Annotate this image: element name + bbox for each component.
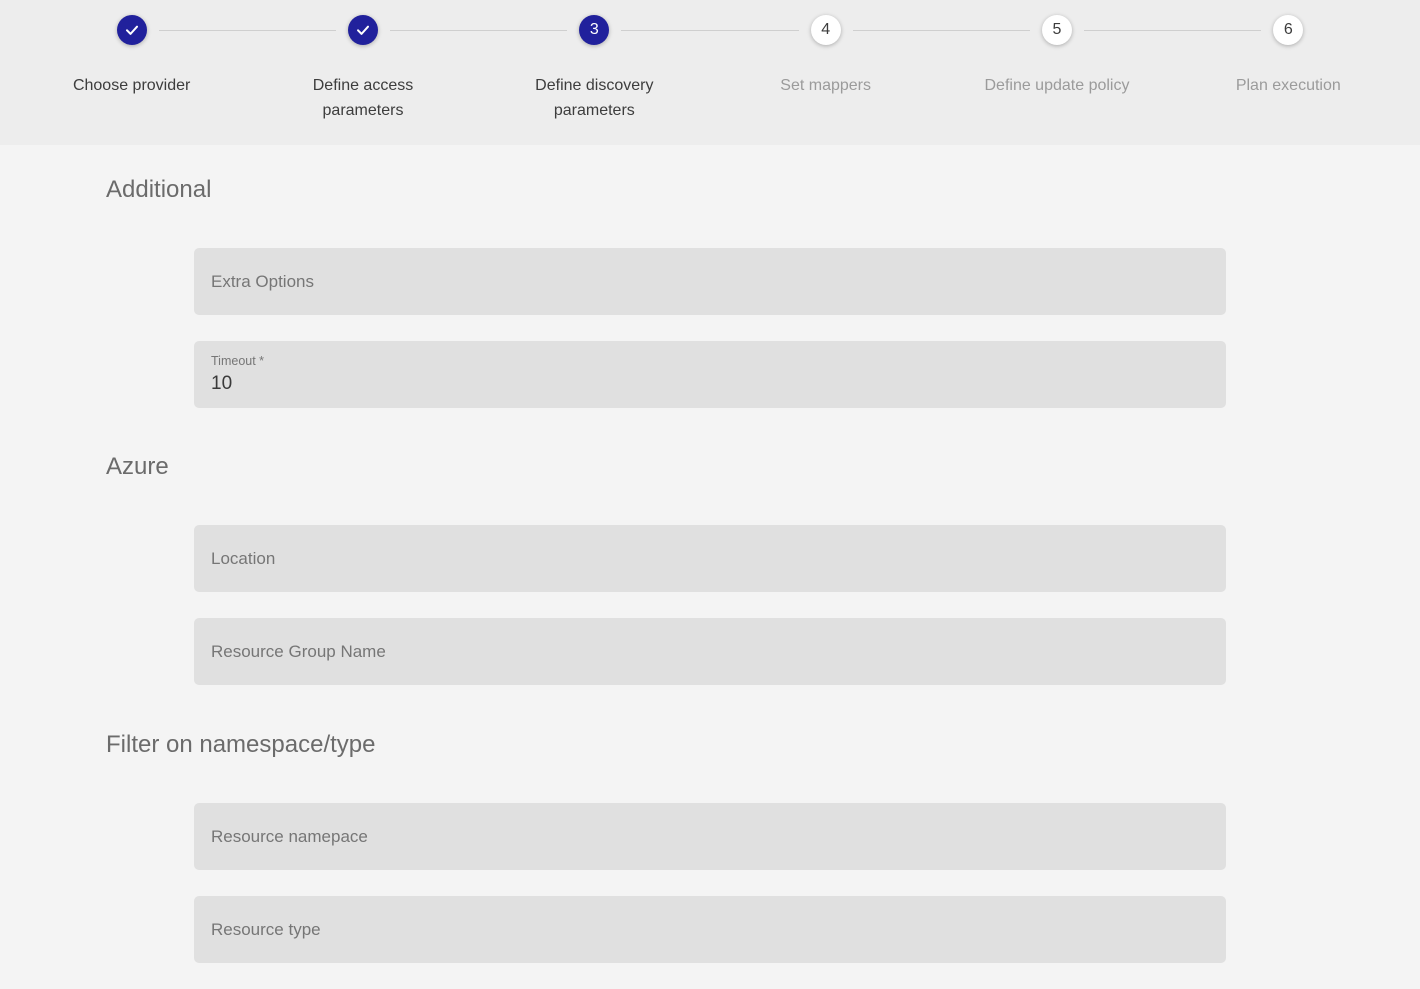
step-plan-execution[interactable]	[1173, 0, 1404, 98]
resource-namespace-input[interactable]	[194, 803, 1226, 870]
check-icon	[355, 22, 371, 38]
timeout-input[interactable]	[194, 341, 1226, 408]
resource-namespace-placeholder: Resource namepace	[211, 826, 368, 846]
step-6-circle: 6	[1273, 15, 1303, 45]
step-1-circle	[117, 15, 147, 45]
section-heading-filter: Filter on namespace/type	[106, 731, 376, 758]
step-4-label: Set mappers	[780, 77, 871, 94]
timeout-value: 10	[211, 373, 233, 394]
location-input[interactable]	[194, 525, 1226, 592]
section-azure	[106, 451, 1226, 685]
extra-options-input[interactable]	[194, 248, 1226, 315]
timeout-label: Timeout *	[211, 354, 265, 368]
resource-type-input[interactable]	[194, 896, 1226, 963]
section-heading-azure: Azure	[106, 453, 169, 480]
discovery-parameters-form	[0, 145, 1420, 989]
extra-options-placeholder: Extra Options	[211, 271, 314, 291]
step-define-update-policy[interactable]	[941, 0, 1172, 98]
step-set-mappers[interactable]	[710, 0, 941, 98]
step-6-label: Plan execution	[1235, 77, 1341, 94]
step-4-circle: 4	[811, 15, 841, 45]
section-heading-additional: Additional	[106, 176, 212, 203]
resource-group-name-placeholder: Resource Group Name	[211, 641, 386, 661]
step-5-circle: 5	[1042, 15, 1072, 45]
step-choose-provider[interactable]	[16, 0, 247, 98]
step-define-discovery-parameters[interactable]	[479, 0, 710, 123]
step-2-circle	[348, 15, 378, 45]
step-5-label: Define update policy	[984, 77, 1130, 94]
resource-group-name-input[interactable]	[194, 618, 1226, 685]
step-2-label: Define access parameters	[312, 77, 414, 119]
resource-type-placeholder: Resource type	[211, 919, 321, 939]
step-3-label: Define discovery parameters	[535, 77, 654, 119]
step-define-access-parameters[interactable]	[247, 0, 478, 123]
location-placeholder: Location	[211, 548, 276, 568]
step-3-circle: 3	[579, 15, 609, 45]
step-1-label: Choose provider	[72, 77, 191, 94]
section-additional	[106, 174, 1226, 408]
check-icon	[124, 22, 140, 38]
stepper-header	[0, 0, 1420, 145]
section-filter-namespace-type	[106, 729, 1226, 963]
